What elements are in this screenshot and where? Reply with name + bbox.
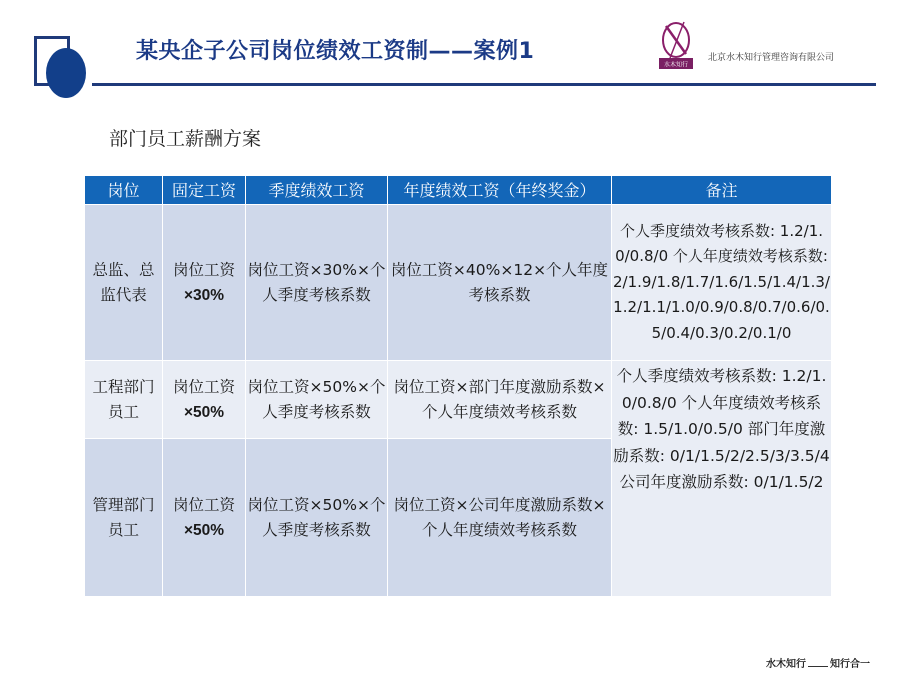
cell-quarterly: 岗位工资×50%×个人季度考核系数 [246, 439, 388, 597]
table-row [85, 205, 832, 361]
fixed-pct: ×50% [183, 403, 225, 421]
footer-right: 知行合一 [830, 659, 870, 670]
fixed-pct: ×50% [183, 521, 225, 539]
cell-shared-note: 个人季度绩效考核系数: 1.2/1.0/0.8/0 个人年度绩效考核系数: 1.5/1.0/0.5/0 部门年度激励系数: 0/1/1.5/2/2.5/3/3.5/4 公司年度激励系数: 0/1/1.5/2 [612, 361, 832, 597]
section-subtitle: 部门员工薪酬方案 [109, 128, 262, 150]
fixed-label: 岗位工资 [172, 260, 235, 279]
table-header-row [85, 176, 832, 205]
fixed-label: 岗位工资 [172, 495, 235, 514]
header-position: 岗位 [85, 176, 163, 205]
cell-note: 个人季度绩效考核系数: 1.2/1.0/0.8/0 个人年度绩效考核系数: 2/1.9/1.8/1.7/1.6/1.5/1.4/1.3/1.2/1.1/1.0/0.9/0.8/0.7/0.6/0.5/0.4/0.3/0.2/0.1/0 [612, 205, 832, 361]
fixed-label: 岗位工资 [172, 377, 235, 396]
company-logo [656, 18, 696, 72]
logo-text: 水木知行 [663, 61, 689, 69]
cell-annual: 岗位工资×部门年度激励系数×个人年度绩效考核系数 [388, 361, 612, 439]
header-divider [92, 83, 876, 86]
cell-annual: 岗位工资×公司年度激励系数×个人年度绩效考核系数 [388, 439, 612, 597]
cell-position: 工程部门员工 [85, 361, 163, 439]
cell-annual: 岗位工资×40%×12×个人年度考核系数 [388, 205, 612, 361]
fixed-pct: ×30% [183, 286, 225, 304]
table-row [85, 361, 832, 439]
cell-position: 管理部门员工 [85, 439, 163, 597]
header-quarterly-bonus: 季度绩效工资 [246, 176, 388, 205]
header-fixed-salary: 固定工资 [163, 176, 246, 205]
slide-title: 某央企子公司岗位绩效工资制——案例1 [136, 39, 535, 64]
corner-circle-decoration [46, 48, 86, 98]
compensation-table [84, 175, 832, 597]
cell-quarterly: 岗位工资×50%×个人季度考核系数 [246, 361, 388, 439]
cell-fixed-salary [163, 361, 246, 439]
footer-slogan [766, 655, 870, 670]
cell-quarterly: 岗位工资×30%×个人季度考核系数 [246, 205, 388, 361]
cell-position: 总监、总监代表 [85, 205, 163, 361]
footer-underline [808, 666, 828, 667]
footer-left: 水木知行 [766, 659, 806, 670]
company-name: 北京水木知行管理咨询有限公司 [708, 53, 835, 63]
header-annual-bonus: 年度绩效工资（年终奖金） [388, 176, 612, 205]
cell-fixed-salary [163, 205, 246, 361]
cell-fixed-salary [163, 439, 246, 597]
header-notes: 备注 [612, 176, 832, 205]
